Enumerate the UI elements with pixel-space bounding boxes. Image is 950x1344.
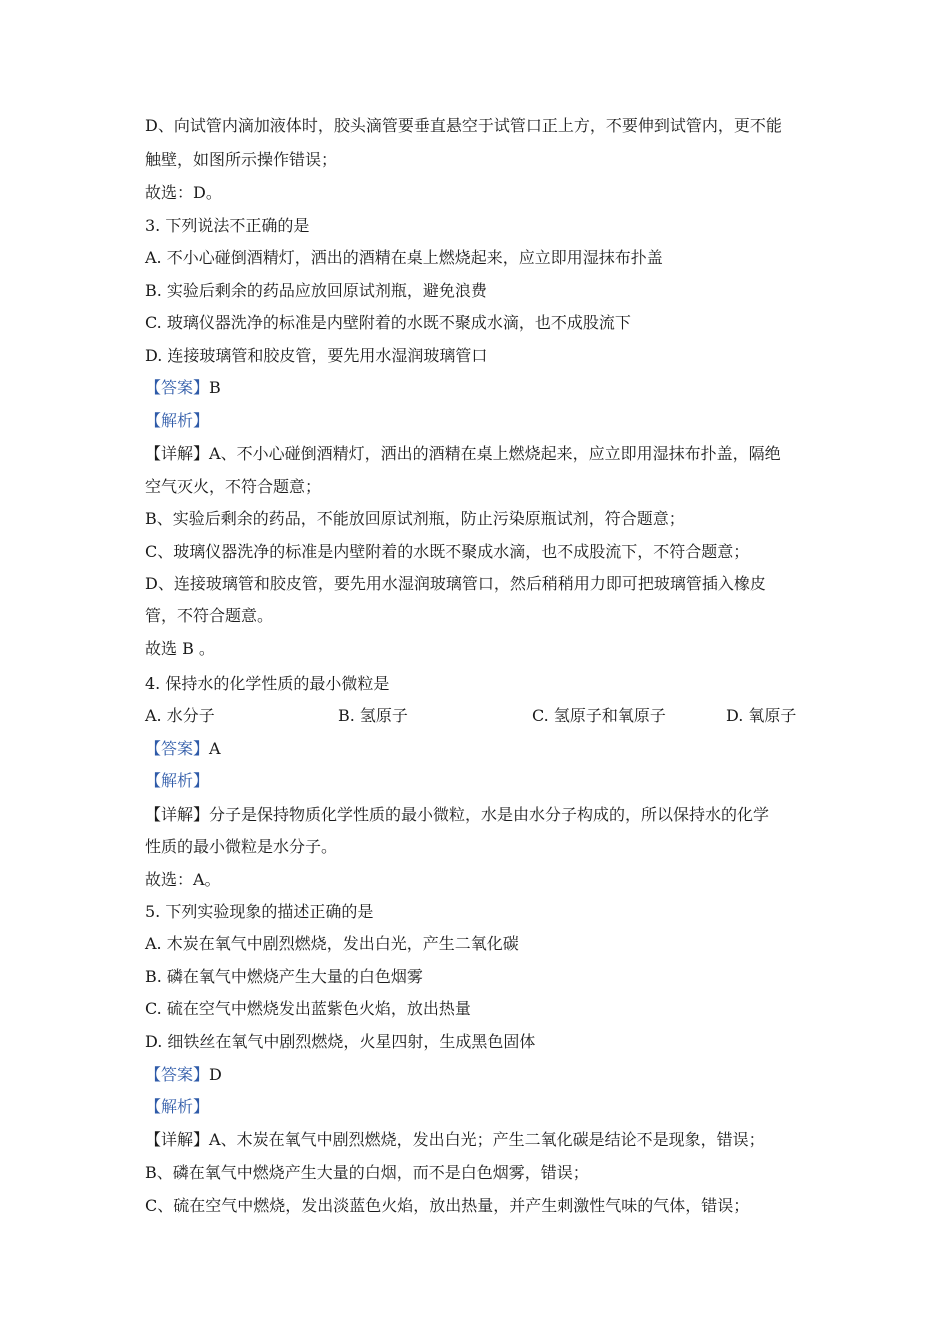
question-4-option-d: D. 氧原子 xyxy=(726,706,797,725)
answer-line xyxy=(145,1065,222,1085)
detail-tag: 【详解】 xyxy=(145,444,210,463)
text-line: C、玻璃仪器洗净的标准是内壁附着的水既不聚成水滴，也不成股流下，不符合题意； xyxy=(145,542,750,561)
detail-text: A、不小心碰倒酒精灯，洒出的酒精在桌上燃烧起来，应立即用湿抹布扑盖，隔绝 xyxy=(209,444,781,463)
text-line: 触壁，如图所示操作错误； xyxy=(145,150,338,169)
question-5-option-b: B. 磷在氧气中燃烧产生大量的白色烟雾 xyxy=(145,967,423,986)
analysis-tag: 【解析】 xyxy=(145,1097,210,1116)
question-4-stem: 4. 保持水的化学性质的最小微粒是 xyxy=(145,674,390,693)
question-3-stem: 3. 下列说法不正确的是 xyxy=(145,216,310,235)
text-line: 故选：A。 xyxy=(145,870,221,889)
detail-text: A、木炭在氧气中剧烈燃烧，发出白光；产生二氧化碳是结论不是现象，错误； xyxy=(209,1130,765,1149)
analysis-line xyxy=(145,411,209,431)
detail-text: 分子是保持物质化学性质的最小微粒，水是由水分子构成的，所以保持水的化学 xyxy=(209,805,770,824)
question-5-option-c: C. 硫在空气中燃烧发出蓝紫色火焰，放出热量 xyxy=(145,999,471,1018)
question-3-option-a: A. 不小心碰倒酒精灯，洒出的酒精在桌上燃烧起来，应立即用湿抹布扑盖 xyxy=(145,248,663,267)
analysis-line xyxy=(145,1097,209,1117)
answer-value: D xyxy=(209,1065,222,1084)
text-line: 故选 B 。 xyxy=(145,639,215,658)
question-4-option-a: A. 水分子 xyxy=(145,706,215,725)
text-line: D、向试管内滴加液体时，胶头滴管要垂直悬空于试管口正上方，不要伸到试管内，更不能 xyxy=(145,116,782,135)
text-line: 管，不符合题意。 xyxy=(145,606,274,625)
text-line: C、硫在空气中燃烧，发出淡蓝色火焰，放出热量，并产生刺激性气味的气体，错误； xyxy=(145,1196,750,1215)
answer-tag: 【答案】 xyxy=(145,739,210,758)
text-line: B、实验后剩余的药品，不能放回原试剂瓶，防止污染原瓶试剂，符合题意； xyxy=(145,509,685,528)
text-line: 性质的最小微粒是水分子。 xyxy=(145,837,338,856)
detail-line xyxy=(145,1130,765,1150)
answer-tag: 【答案】 xyxy=(145,1065,210,1084)
text-line: 故选：D。 xyxy=(145,183,222,202)
answer-tag: 【答案】 xyxy=(145,378,210,397)
detail-tag: 【详解】 xyxy=(145,1130,210,1149)
detail-tag: 【详解】 xyxy=(145,805,210,824)
answer-value: B xyxy=(209,378,221,397)
answer-line xyxy=(145,378,221,398)
analysis-tag: 【解析】 xyxy=(145,411,210,430)
analysis-line xyxy=(145,771,209,791)
question-4-option-b: B. 氢原子 xyxy=(338,706,408,725)
text-line: B、磷在氧气中燃烧产生大量的白烟，而不是白色烟雾，错误； xyxy=(145,1163,589,1182)
answer-value: A xyxy=(209,739,221,758)
detail-line xyxy=(145,444,781,464)
question-5-option-d: D. 细铁丝在氧气中剧烈燃烧，火星四射，生成黑色固体 xyxy=(145,1032,536,1051)
analysis-tag: 【解析】 xyxy=(145,771,210,790)
answer-line xyxy=(145,739,221,759)
question-3-option-c: C. 玻璃仪器洗净的标准是内壁附着的水既不聚成水滴，也不成股流下 xyxy=(145,313,631,332)
detail-line xyxy=(145,805,769,825)
question-5-option-a: A. 木炭在氧气中剧烈燃烧，发出白光，产生二氧化碳 xyxy=(145,934,519,953)
text-line: D、连接玻璃管和胶皮管，要先用水湿润玻璃管口，然后稍稍用力即可把玻璃管插入橡皮 xyxy=(145,574,766,593)
question-3-option-d: D. 连接玻璃管和胶皮管，要先用水湿润玻璃管口 xyxy=(145,346,488,365)
question-4-option-c: C. 氢原子和氧原子 xyxy=(532,706,666,725)
question-3-option-b: B. 实验后剩余的药品应放回原试剂瓶，避免浪费 xyxy=(145,281,487,300)
question-5-stem: 5. 下列实验现象的描述正确的是 xyxy=(145,902,374,921)
text-line: 空气灭火，不符合题意； xyxy=(145,477,322,496)
